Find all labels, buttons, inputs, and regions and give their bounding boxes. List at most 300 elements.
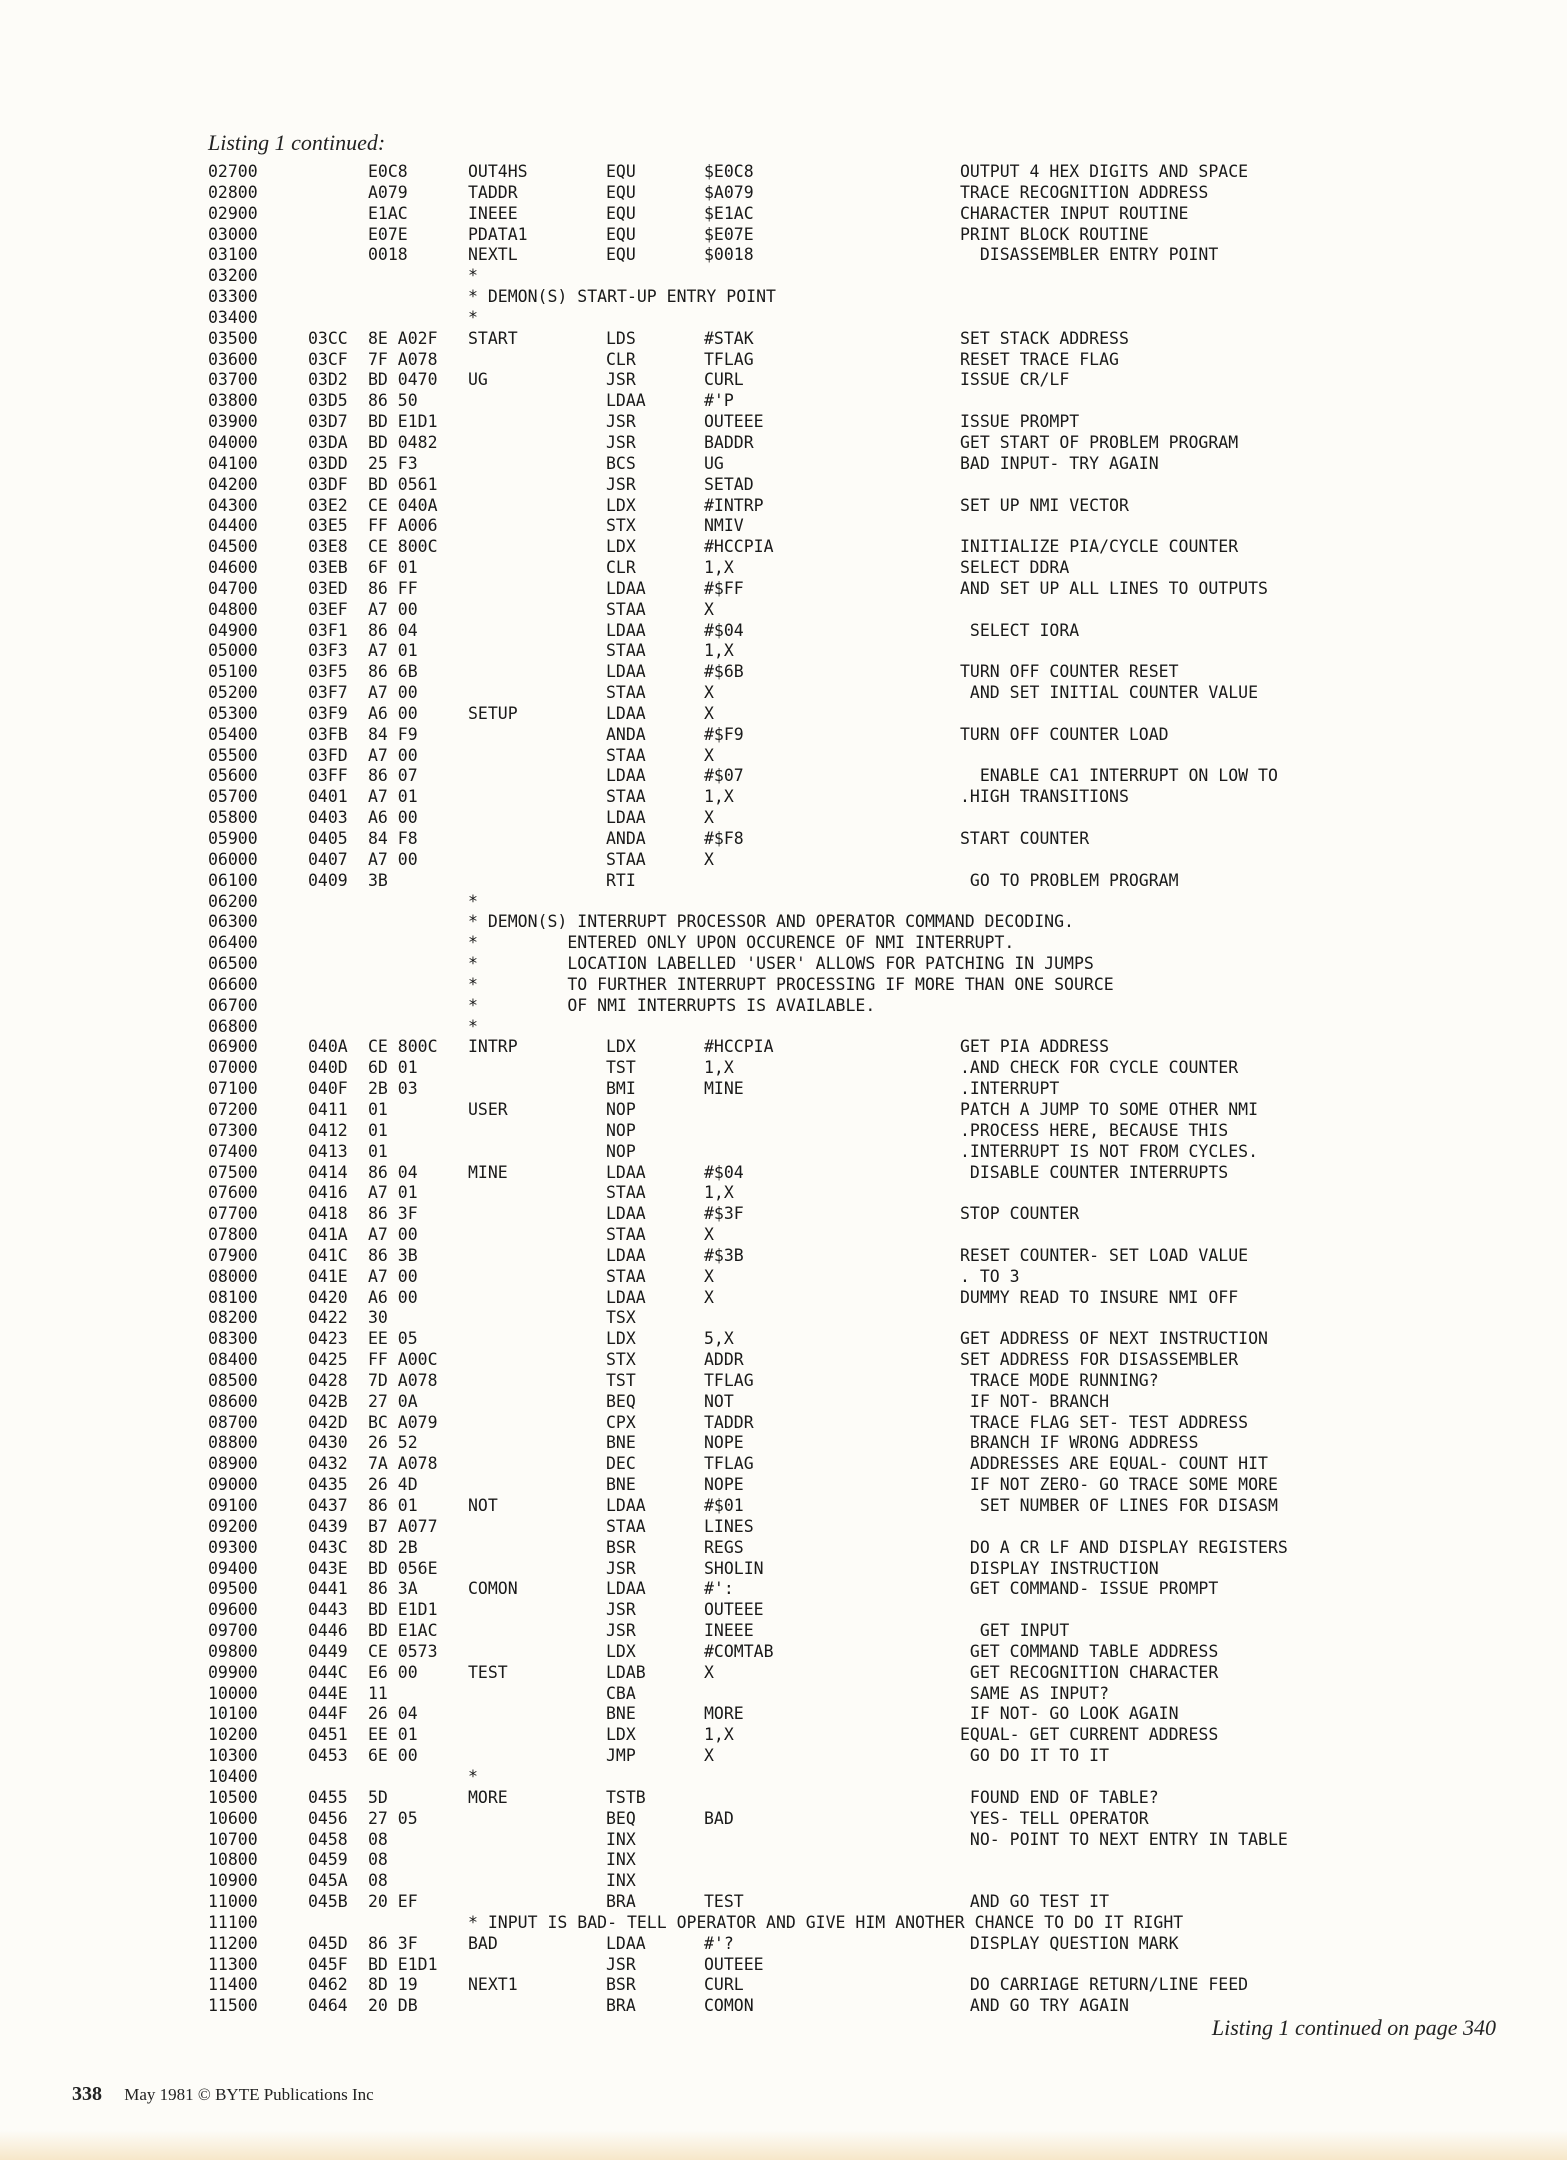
code-comment: GET PIA ADDRESS	[960, 1037, 1110, 1057]
operand: NMIV	[704, 516, 744, 536]
memory-address: 0401	[308, 787, 348, 807]
line-number: 10700	[208, 1829, 258, 1849]
code-label: INTRP	[468, 1037, 518, 1057]
operand: #HCCPIA	[704, 537, 774, 557]
mnemonic: LDAA	[606, 703, 646, 723]
comment-line: * DEMON(S) START-UP ENTRY POINT	[468, 287, 776, 307]
operand: #$04	[704, 620, 744, 640]
code-comment: IF NOT- BRANCH	[960, 1391, 1110, 1411]
object-code: 2B 03	[368, 1079, 418, 1099]
line-number: 07600	[208, 1183, 258, 1203]
code-comment: TURN OFF COUNTER RESET	[960, 662, 1179, 682]
object-code: B7 A077	[368, 1516, 438, 1536]
object-code: 86 04	[368, 1162, 418, 1182]
line-number: 03700	[208, 370, 258, 390]
object-code: 08	[368, 1829, 388, 1849]
line-number: 02700	[208, 162, 258, 181]
line-number: 03900	[208, 412, 258, 432]
line-number: 06300	[208, 912, 258, 932]
memory-address: 0443	[308, 1600, 348, 1620]
code-label: NEXTL	[468, 245, 518, 265]
operand: UG	[704, 453, 724, 473]
code-comment: AND GO TRY AGAIN	[960, 1996, 1129, 2016]
page-footer	[72, 2083, 374, 2106]
memory-address: 0412	[308, 1120, 348, 1140]
line-number: 08500	[208, 1370, 258, 1390]
line-number: 11500	[208, 1996, 258, 2016]
code-label: *	[468, 307, 478, 327]
line-number: 11300	[208, 1954, 258, 1974]
object-code: 86 6B	[368, 662, 418, 682]
mnemonic: LDAB	[606, 1662, 646, 1682]
code-comment: AND SET INITIAL COUNTER VALUE	[960, 683, 1259, 703]
mnemonic: CLR	[606, 349, 636, 369]
operand: INEEE	[704, 1621, 754, 1641]
operand: LINES	[704, 1516, 754, 1536]
memory-address: 043E	[308, 1558, 348, 1578]
mnemonic: STX	[606, 516, 636, 536]
mnemonic: EQU	[606, 203, 636, 223]
code-comment: GET COMMAND TABLE ADDRESS	[960, 1641, 1219, 1661]
operand: #$04	[704, 1162, 744, 1182]
code-label: *	[468, 1016, 478, 1036]
code-comment: GET COMMAND- ISSUE PROMPT	[960, 1579, 1219, 1599]
memory-address: 03F1	[308, 620, 348, 640]
code-comment: RESET COUNTER- SET LOAD VALUE	[960, 1245, 1249, 1265]
mnemonic: INX	[606, 1829, 636, 1849]
object-code: 86 3F	[368, 1204, 418, 1224]
object-code: E1AC	[368, 203, 408, 223]
object-code: 11	[368, 1683, 388, 1703]
object-code: CE 040A	[368, 495, 438, 515]
line-number: 11000	[208, 1892, 258, 1912]
operand: X	[704, 599, 714, 619]
code-label: TADDR	[468, 182, 518, 202]
object-code: 7A A078	[368, 1454, 438, 1474]
line-number: 03200	[208, 266, 258, 286]
mnemonic: NOP	[606, 1099, 636, 1119]
memory-address: 0403	[308, 808, 348, 828]
memory-address: 045F	[308, 1954, 348, 1974]
operand: X	[704, 1746, 714, 1766]
memory-address: 03E8	[308, 537, 348, 557]
operand: 1,X	[704, 1725, 734, 1745]
operand: X	[704, 745, 714, 765]
memory-address: 042B	[308, 1391, 348, 1411]
memory-address: 03CC	[308, 328, 348, 348]
mnemonic: STAA	[606, 745, 646, 765]
memory-address: 042D	[308, 1412, 348, 1432]
object-code: 8D 2B	[368, 1537, 418, 1557]
operand: COMON	[704, 1996, 754, 2016]
line-number: 04600	[208, 558, 258, 578]
memory-address: 03FF	[308, 766, 348, 786]
code-comment: . TO 3	[960, 1266, 1020, 1286]
code-comment: NO- POINT TO NEXT ENTRY IN TABLE	[960, 1829, 1288, 1849]
line-number: 05400	[208, 724, 258, 744]
memory-address: 041C	[308, 1245, 348, 1265]
mnemonic: TSTB	[606, 1787, 646, 1807]
line-number: 06900	[208, 1037, 258, 1057]
operand: #'P	[704, 391, 734, 411]
operand: TADDR	[704, 1412, 754, 1432]
mnemonic: LDAA	[606, 1162, 646, 1182]
code-comment: STOP COUNTER	[960, 1204, 1080, 1224]
mnemonic: STAA	[606, 849, 646, 869]
line-number: 10400	[208, 1766, 258, 1786]
code-comment: START COUNTER	[960, 829, 1090, 848]
memory-address: 0430	[308, 1433, 348, 1453]
memory-address: 0449	[308, 1641, 348, 1661]
memory-address: 0453	[308, 1746, 348, 1766]
code-comment: BRANCH IF WRONG ADDRESS	[960, 1433, 1199, 1453]
line-number: 11400	[208, 1975, 258, 1995]
code-comment: YES- TELL OPERATOR	[960, 1808, 1149, 1828]
object-code: 26 04	[368, 1704, 418, 1724]
mnemonic: LDAA	[606, 1204, 646, 1224]
object-code: A6 00	[368, 1287, 418, 1307]
code-comment: INITIALIZE PIA/CYCLE COUNTER	[960, 537, 1239, 557]
line-number: 04100	[208, 453, 258, 473]
code-comment: .INTERRUPT IS NOT FROM CYCLES.	[960, 1141, 1259, 1161]
line-number: 03800	[208, 391, 258, 411]
mnemonic: LDAA	[606, 391, 646, 411]
mnemonic: LDAA	[606, 766, 646, 786]
line-number: 10800	[208, 1850, 258, 1870]
mnemonic: STAA	[606, 787, 646, 807]
mnemonic: LDX	[606, 495, 636, 515]
memory-address: 03D7	[308, 412, 348, 432]
code-comment: CHARACTER INPUT ROUTINE	[960, 203, 1189, 223]
memory-address: 03DA	[308, 432, 348, 452]
line-number: 04000	[208, 432, 258, 452]
operand: #INTRP	[704, 495, 764, 515]
line-number: 04700	[208, 578, 258, 598]
line-number: 07000	[208, 1058, 258, 1078]
line-number: 07800	[208, 1225, 258, 1245]
mnemonic: STAA	[606, 1225, 646, 1245]
memory-address: 03E5	[308, 516, 348, 536]
mnemonic: JMP	[606, 1746, 636, 1766]
memory-address: 045B	[308, 1892, 348, 1912]
memory-address: 03DD	[308, 453, 348, 473]
object-code: 0018	[368, 245, 408, 265]
mnemonic: LDAA	[606, 578, 646, 598]
line-number: 04900	[208, 620, 258, 640]
memory-address: 03D5	[308, 391, 348, 411]
operand: X	[704, 1225, 714, 1245]
object-code: A7 00	[368, 1266, 418, 1286]
code-label: MORE	[468, 1787, 508, 1807]
line-number: 08600	[208, 1391, 258, 1411]
mnemonic: LDX	[606, 1037, 636, 1057]
listing-title: Listing 1 continued:	[208, 130, 386, 155]
code-label: *	[468, 891, 478, 911]
code-comment: SET STACK ADDRESS	[960, 328, 1129, 348]
operand: 1,X	[704, 641, 734, 661]
line-number: 05200	[208, 683, 258, 703]
code-label: START	[468, 328, 518, 348]
mnemonic: STAA	[606, 1266, 646, 1286]
mnemonic: JSR	[606, 1600, 636, 1620]
memory-address: 03FB	[308, 724, 348, 744]
code-label: *	[468, 266, 478, 286]
code-comment: EQUAL- GET CURRENT ADDRESS	[960, 1725, 1219, 1745]
operand: $A079	[704, 182, 754, 202]
object-code: CE 0573	[368, 1641, 438, 1661]
object-code: BD 0482	[368, 432, 438, 452]
line-number: 11200	[208, 1933, 258, 1953]
object-code: EE 01	[368, 1725, 418, 1745]
object-code: 01	[368, 1141, 388, 1161]
line-number: 06600	[208, 974, 258, 994]
line-number: 05900	[208, 829, 258, 848]
operand: X	[704, 1266, 714, 1286]
operand: MINE	[704, 1079, 744, 1099]
mnemonic: JSR	[606, 1621, 636, 1641]
line-number: 10300	[208, 1746, 258, 1766]
memory-address: 0464	[308, 1996, 348, 2016]
comment-line: * INPUT IS BAD- TELL OPERATOR AND GIVE HIM ANOTHER CHANCE TO DO IT RIGHT	[468, 1912, 1184, 1932]
memory-address: 0414	[308, 1162, 348, 1182]
memory-address: 045D	[308, 1933, 348, 1953]
code-comment: IF NOT ZERO- GO TRACE SOME MORE	[960, 1475, 1278, 1495]
memory-address: 0407	[308, 849, 348, 869]
object-code: A7 01	[368, 641, 418, 661]
object-code: CE 800C	[368, 1037, 438, 1057]
code-comment: SELECT DDRA	[960, 558, 1070, 578]
object-code: BD E1AC	[368, 1621, 438, 1641]
memory-address: 0451	[308, 1725, 348, 1745]
code-comment: .HIGH TRANSITIONS	[960, 787, 1129, 807]
operand: X	[704, 1662, 714, 1682]
line-number: 10600	[208, 1808, 258, 1828]
memory-address: 040D	[308, 1058, 348, 1078]
memory-address: 0456	[308, 1808, 348, 1828]
memory-address: 0437	[308, 1496, 348, 1515]
operand: #$FF	[704, 578, 744, 598]
object-code: BD E1D1	[368, 1954, 438, 1974]
code-comment: GET INPUT	[960, 1621, 1070, 1641]
memory-address: 045A	[308, 1871, 348, 1891]
line-number: 11100	[208, 1912, 258, 1932]
object-code: 86 3A	[368, 1579, 418, 1599]
line-number: 02900	[208, 203, 258, 223]
object-code: E0C8	[368, 162, 408, 181]
operand: NOPE	[704, 1475, 744, 1495]
memory-address: 0455	[308, 1787, 348, 1807]
code-comment: DISASSEMBLER ENTRY POINT	[960, 245, 1219, 265]
mnemonic: BRA	[606, 1892, 636, 1912]
line-number: 08900	[208, 1454, 258, 1474]
operand: #$07	[704, 766, 744, 786]
object-code: 84 F8	[368, 829, 418, 848]
code-comment: FOUND END OF TABLE?	[960, 1787, 1159, 1807]
operand: #$3B	[704, 1245, 744, 1265]
mnemonic: STAA	[606, 641, 646, 661]
operand: X	[704, 703, 714, 723]
operand: REGS	[704, 1537, 744, 1557]
code-comment: AND SET UP ALL LINES TO OUTPUTS	[960, 578, 1268, 598]
memory-address: 0413	[308, 1141, 348, 1161]
line-number: 03100	[208, 245, 258, 265]
comment-line: * DEMON(S) INTERRUPT PROCESSOR AND OPERATOR COMMAND DECODING.	[468, 912, 1074, 932]
memory-address: 044E	[308, 1683, 348, 1703]
operand: CURL	[704, 1975, 744, 1995]
line-number: 05000	[208, 641, 258, 661]
code-comment: ADDRESSES ARE EQUAL- COUNT HIT	[960, 1454, 1268, 1474]
line-number: 06100	[208, 870, 258, 890]
mnemonic: BSR	[606, 1975, 636, 1995]
line-number: 08700	[208, 1412, 258, 1432]
object-code: 8D 19	[368, 1975, 418, 1995]
mnemonic: TSX	[606, 1308, 636, 1328]
operand: NOPE	[704, 1433, 744, 1453]
line-number: 06700	[208, 995, 258, 1015]
operand: #COMTAB	[704, 1641, 774, 1661]
line-number: 09600	[208, 1600, 258, 1620]
line-number: 04300	[208, 495, 258, 515]
memory-address: 0422	[308, 1308, 348, 1328]
memory-address: 03E2	[308, 495, 348, 515]
line-number: 07200	[208, 1099, 258, 1119]
code-comment: OUTPUT 4 HEX DIGITS AND SPACE	[960, 162, 1249, 181]
operand: OUTEEE	[704, 412, 764, 432]
line-number: 03300	[208, 287, 258, 307]
object-code: 84 F9	[368, 724, 418, 744]
code-comment: TRACE FLAG SET- TEST ADDRESS	[960, 1412, 1249, 1432]
mnemonic: LDAA	[606, 1287, 646, 1307]
publication-info: May 1981 © BYTE Publications Inc	[124, 2085, 374, 2104]
mnemonic: INX	[606, 1871, 636, 1891]
memory-address: 040A	[308, 1037, 348, 1057]
line-number: 10200	[208, 1725, 258, 1745]
object-code: 86 01	[368, 1496, 418, 1515]
line-number: 08400	[208, 1350, 258, 1370]
code-label: INEEE	[468, 203, 518, 223]
operand: SHOLIN	[704, 1558, 764, 1578]
object-code: 8E A02F	[368, 328, 438, 348]
object-code: 7F A078	[368, 349, 438, 369]
object-code: BD 056E	[368, 1558, 438, 1578]
operand: BAD	[704, 1808, 734, 1828]
operand: SETAD	[704, 474, 754, 494]
mnemonic: STAA	[606, 1183, 646, 1203]
code-comment: DISPLAY INSTRUCTION	[960, 1558, 1159, 1578]
memory-address: 040F	[308, 1079, 348, 1099]
mnemonic: STAA	[606, 599, 646, 619]
object-code: BD E1D1	[368, 412, 438, 432]
memory-address: 0459	[308, 1850, 348, 1870]
code-comment: TRACE MODE RUNNING?	[960, 1370, 1159, 1390]
memory-address: 03FD	[308, 745, 348, 765]
code-comment: DO A CR LF AND DISPLAY REGISTERS	[960, 1537, 1288, 1557]
code-comment: ENABLE CA1 INTERRUPT ON LOW TO	[960, 766, 1278, 786]
operand: TEST	[704, 1892, 744, 1912]
object-code: A7 00	[368, 599, 418, 619]
comment-line: * LOCATION LABELLED 'USER' ALLOWS FOR PATCHING IN JUMPS	[468, 954, 1094, 974]
mnemonic: JSR	[606, 432, 636, 452]
code-comment: GO DO IT TO IT	[960, 1746, 1110, 1766]
object-code: 08	[368, 1871, 388, 1891]
code-comment: .INTERRUPT	[960, 1079, 1060, 1099]
memory-address: 0409	[308, 870, 348, 890]
line-number: 03000	[208, 224, 258, 244]
object-code: CE 800C	[368, 537, 438, 557]
line-number: 09900	[208, 1662, 258, 1682]
memory-address: 0432	[308, 1454, 348, 1474]
object-code: A079	[368, 182, 408, 202]
line-number: 08800	[208, 1433, 258, 1453]
mnemonic: LDAA	[606, 662, 646, 682]
code-label: COMON	[468, 1579, 518, 1599]
object-code: 86 04	[368, 620, 418, 640]
line-number: 04500	[208, 537, 258, 557]
mnemonic: NOP	[606, 1141, 636, 1161]
mnemonic: LDAA	[606, 1933, 646, 1953]
mnemonic: BNE	[606, 1704, 636, 1724]
code-label: OUT4HS	[468, 162, 528, 181]
mnemonic: ANDA	[606, 724, 646, 744]
object-code: A7 00	[368, 683, 418, 703]
line-number: 05100	[208, 662, 258, 682]
mnemonic: STX	[606, 1350, 636, 1370]
memory-address: 041E	[308, 1266, 348, 1286]
operand: 1,X	[704, 787, 734, 807]
object-code: 08	[368, 1850, 388, 1870]
code-comment: IF NOT- GO LOOK AGAIN	[960, 1704, 1179, 1724]
line-number: 09000	[208, 1475, 258, 1495]
mnemonic: LDAA	[606, 808, 646, 828]
code-comment: PATCH A JUMP TO SOME OTHER NMI	[960, 1099, 1259, 1119]
line-number: 07700	[208, 1204, 258, 1224]
mnemonic: NOP	[606, 1120, 636, 1140]
memory-address: 03F5	[308, 662, 348, 682]
operand: TFLAG	[704, 1370, 754, 1390]
mnemonic: LDAA	[606, 620, 646, 640]
line-number: 09100	[208, 1496, 258, 1515]
memory-address: 0435	[308, 1475, 348, 1495]
object-code: 6F 01	[368, 558, 418, 578]
code-comment: PRINT BLOCK ROUTINE	[960, 224, 1149, 244]
operand: OUTEEE	[704, 1954, 764, 1974]
line-number: 08100	[208, 1287, 258, 1307]
mnemonic: CPX	[606, 1412, 636, 1432]
code-comment: GO TO PROBLEM PROGRAM	[960, 870, 1179, 890]
object-code: 01	[368, 1099, 388, 1119]
memory-address: 0418	[308, 1204, 348, 1224]
mnemonic: BNE	[606, 1475, 636, 1495]
memory-address: 0416	[308, 1183, 348, 1203]
code-comment: GET START OF PROBLEM PROGRAM	[960, 432, 1239, 452]
object-code: 86 3F	[368, 1933, 418, 1953]
operand: $0018	[704, 245, 754, 265]
page-number: 338	[72, 2083, 102, 2105]
code-label: UG	[468, 370, 488, 390]
object-code: A7 00	[368, 1225, 418, 1245]
object-code: A7 00	[368, 745, 418, 765]
operand: X	[704, 808, 714, 828]
line-number: 04400	[208, 516, 258, 536]
object-code: BC A079	[368, 1412, 438, 1432]
mnemonic: EQU	[606, 245, 636, 265]
operand: #'?	[704, 1933, 734, 1953]
comment-line: * OF NMI INTERRUPTS IS AVAILABLE.	[468, 995, 876, 1015]
line-number: 08200	[208, 1308, 258, 1328]
line-number: 07900	[208, 1245, 258, 1265]
mnemonic: BRA	[606, 1996, 636, 2016]
mnemonic: CLR	[606, 558, 636, 578]
